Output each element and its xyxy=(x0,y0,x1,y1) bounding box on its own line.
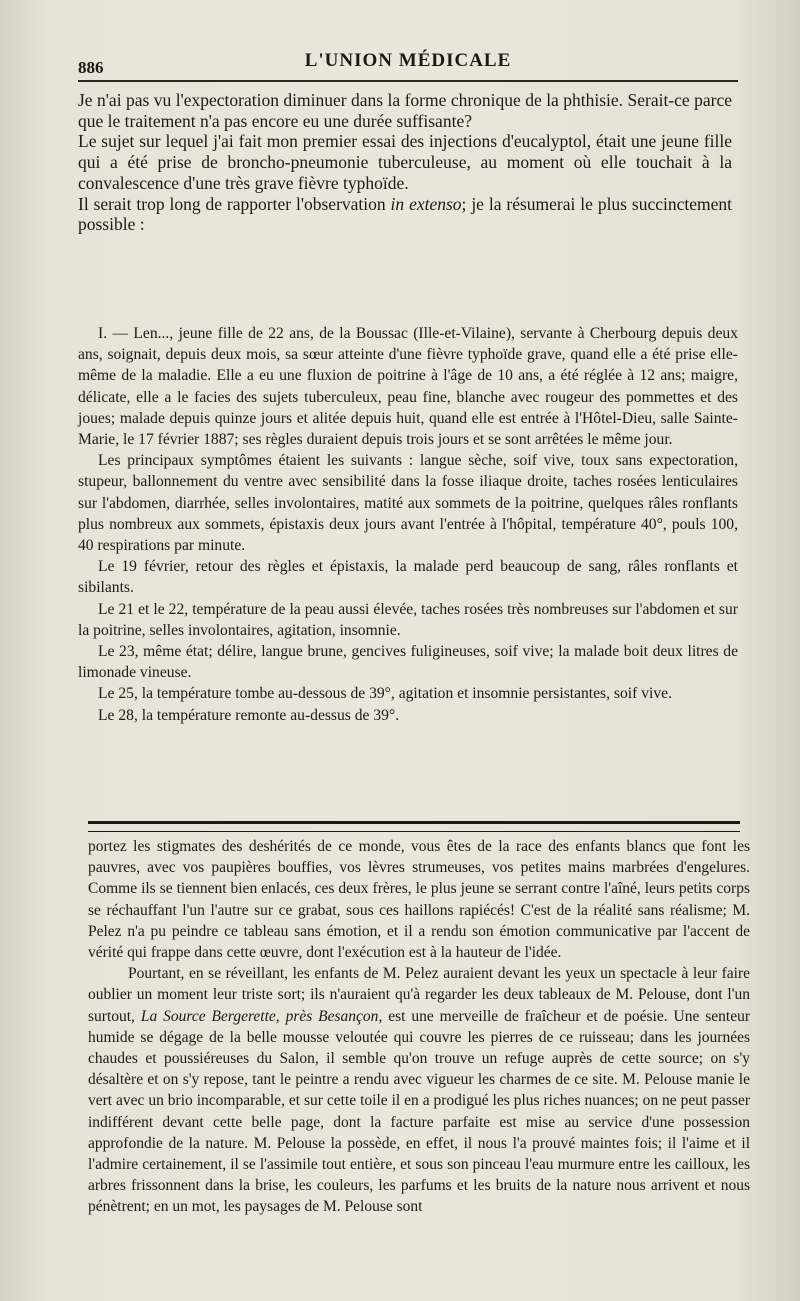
intro-paragraph: Le sujet sur lequel j'ai fait mon premier essai des injections d'eucalyptol, était une jeune fille qui a été prise de broncho-pneumonie tuberculeuse, au moment où elle touchait à la convalescence d'une très grave fièvre typhoïde. xyxy=(78,131,732,193)
feuilleton-separator xyxy=(88,821,740,832)
observation-paragraph: I. — Len..., jeune fille de 22 ans, de la Boussac (Ille-et-Vilaine), servante à Cherbourg depuis deux ans, soignait, depuis deux mois, sa sœur atteinte d'une fièvre typhoïde grave, quand elle a été prise elle-même de la maladie. Elle a eu une fluxion de poitrine à l'âge de 10 ans, a été réglée à 12 ans; maigre, délicate, elle a le facies des sujets tuberculeux, peau fine, blanche avec rougeur des pommettes et des joues; malade depuis quinze jours et alitée depuis huit, quand elle est entrée à l'Hôtel-Dieu, salle Sainte-Marie, le 17 février 1887; ses règles duraient depuis trois jours et se sont arrêtées le même jour. xyxy=(78,325,738,449)
observation-paragraph: Le 25, la température tombe au-dessous de 39°, agitation et insomnie persistantes, soif vive. xyxy=(98,685,672,703)
observation-paragraph: Le 19 février, retour des règles et épistaxis, la malade perd beaucoup de sang, râles ronflants et sibilants. xyxy=(78,558,738,597)
journal-title: L'UNION MÉDICALE xyxy=(304,50,512,71)
page-number: 886 xyxy=(78,58,104,77)
intro-paragraph: Je n'ai pas vu l'expectoration diminuer dans la forme chronique de la phthisie. Serait-ce parce que le traitement n'a pas encore eu une durée suffisante? xyxy=(78,90,732,131)
feuilleton-text xyxy=(88,836,750,1218)
case-observation xyxy=(78,323,738,726)
italic-run: La Source Bergerette, près Besançon xyxy=(140,1007,379,1025)
text-run: Il serait trop long de rapporter l'observation xyxy=(78,193,391,214)
observation-paragraph: Les principaux symptômes étaient les suivants : langue sèche, soif vive, toux sans expectoration, stupeur, ballonnement du ventre avec sensibilité dans la fosse iliaque droite, taches rosées lenticulaires sur l'abdomen, diarrhée, selles involontaires, matité aux sommets de la poitrine, quelques râles ronflants plus nombreux aux sommets, épistaxis deux jours avant l'entrée à l'hôpital, température 40°, pouls 100, 40 respirations par minute. xyxy=(78,452,738,555)
text-run: ; je la résumerai le plus succinctement possible : xyxy=(78,193,732,235)
page-header xyxy=(78,46,738,82)
intro-text xyxy=(78,90,732,235)
feuilleton-paragraph xyxy=(88,963,750,1217)
italic-run: in extenso xyxy=(390,193,462,214)
observation-paragraph: Le 28, la température remonte au-dessus de 39°. xyxy=(98,706,400,724)
observation-paragraph: Le 21 et le 22, température de la peau aussi élevée, taches rosées très nombreuses sur l'abdomen et sur la poitrine, selles involontaires, agitation, insomnie. xyxy=(78,600,738,639)
header-rule xyxy=(78,80,738,82)
feuilleton-paragraph: portez les stigmates des deshérités de ce monde, vous êtes de la race des enfants blancs que font les pauvres, avec vos paupières bouffies, vos lèvres strumeuses, vos petites mains marbrées d'engelures. Comme ils se tiennent bien enlacés, ces deux frères, le plus jeune se serrant contre l'aîné, leurs petits corps se réchauffant l'un l'autre sur ce grabat, sous ces haillons rapiécés! C'est de la réalité sans réalisme; M. Pelez n'a pu peindre ce tableau sans émotion, et il a rendu son émotion communicative par l'accent de vérité qui frappe dans cette œuvre, dont l'exécution est à la hauteur de l'idée. xyxy=(88,838,750,962)
intro-paragraph xyxy=(78,194,732,235)
text-run: Pourtant, en se réveillant, les enfants de M. Pelez auraient devant les yeux un spectacle à leur faire oublier un moment leur triste sort; ils n'auraient qu'à regarder les deux tableaux de M. Pelouse, dont l'un surtout, xyxy=(88,965,750,1025)
text-run: , est une merveille de fraîcheur et de poésie. Une senteur humide se dégage de la belle mousse veloutée qui couvre les pierres de ce ruisseau; dans les journées chaudes et poussiéreuses du Salon, il semble qu'on trouve un refuge auprès de cette source; on s'y désaltère et on s'y repose, tant le peintre a rendu avec vigueur les charmes de ce site. M. Pelouse manie le vert avec un brio incomparable, et sur cette toile il en a prodigué les plus riches nuances; on ne peut passer indifférent devant cette belle page, dont la facture parfaite est mise au service d'une possession approfondie de la nature. M. Pelouse la possède, en effet, il nous l'a prouvé maintes fois; il l'aime et il l'admire certainement, il se l'assimile tout entière, et sous son pinceau l'eau murmure entre les cailloux, les arbres frissonnent dans la brise, les couleurs, les parfums et les bruits de la nature nous arrivent et nous pénètrent; en un mot, les paysages de M. Pelouse sont xyxy=(88,1007,750,1216)
observation-paragraph: Le 23, même état; délire, langue brune, gencives fuligineuses, soif vive; la malade boit deux litres de limonade vineuse. xyxy=(78,643,738,682)
